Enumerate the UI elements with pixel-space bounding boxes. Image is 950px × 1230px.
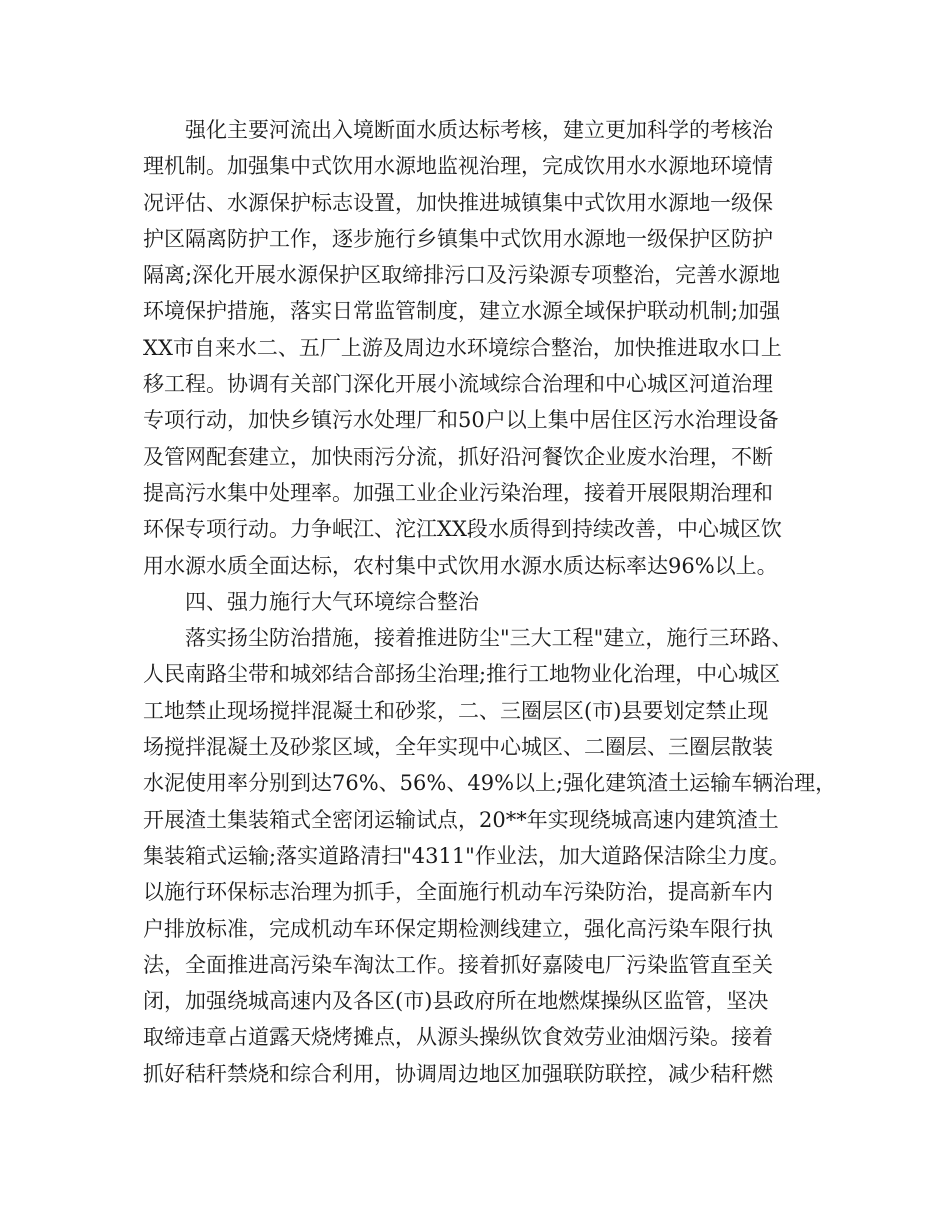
text-line: 四、强力施行大气环境综合整治 bbox=[185, 589, 479, 614]
text-line: 户排放标准，完成机动车环保定期检测线建立，强化高污染车限行执 bbox=[143, 916, 773, 941]
text-line: 水泥使用率分别到达76%、56%、49%以上;强化建筑渣土运输车辆治理， bbox=[143, 771, 837, 796]
text-line: 用水源水质全面达标，农村集中式饮用水源水质达标率达96%以上。 bbox=[143, 553, 778, 578]
text-line: 以施行环保标志治理为抓手，全面施行机动车污染防治，提高新车内 bbox=[143, 880, 773, 905]
text-line: 集装箱式运输;落实道路清扫"4311"作业法，加大道路保洁除尘力度。 bbox=[143, 843, 790, 868]
text-line: 开展渣土集装箱式全密闭运输试点，20**年实现绕城高速内建筑渣土 bbox=[143, 807, 779, 832]
text-line: 移工程。协调有关部门深化开展小流域综合治理和中心城区河道治理 bbox=[143, 372, 773, 397]
text-line: 强化主要河流出入境断面水质达标考核，建立更加科学的考核治 bbox=[185, 118, 773, 142]
text-line: 理机制。加强集中式饮用水源地监视治理，完成饮用水水源地环境情 bbox=[143, 154, 773, 179]
text-line: 抓好秸秆禁烧和综合利用，协调周边地区加强联防联控，减少秸秆燃 bbox=[143, 1061, 773, 1086]
text-line: 环保专项行动。力争岷江、沱江XX段水质得到持续改善，中心城区饮 bbox=[143, 517, 782, 542]
text-line: 闭，加强绕城高速内及各区(市)县政府所在地燃煤操纵区监管，坚决 bbox=[143, 989, 769, 1014]
text-line: 护区隔离防护工作，逐步施行乡镇集中式饮用水源地一级保护区防护 bbox=[143, 226, 773, 251]
body-text bbox=[143, 112, 837, 1092]
text-line: 及管网配套建立，加快雨污分流，抓好沿河餐饮企业废水治理，不断 bbox=[143, 444, 773, 469]
text-line: 落实扬尘防治措施，接着推进防尘"三大工程"建立，施行三环路、 bbox=[185, 626, 793, 651]
text-line: 场搅拌混凝土及砂浆区域，全年实现中心城区、二圈层、三圈层散装 bbox=[143, 735, 773, 760]
text-line: 法，全面推进高污染车淘汰工作。接着抓好嘉陵电厂污染监管直至关 bbox=[143, 952, 773, 977]
text-line: XX市自来水二、五厂上游及周边水环境综合整治，加快推进取水口上 bbox=[143, 335, 782, 360]
text-line: 况评估、水源保护标志设置，加快推进城镇集中式饮用水源地一级保 bbox=[143, 190, 773, 215]
text-line: 专项行动，加快乡镇污水处理厂和50户以上集中居住区污水治理设备 bbox=[143, 408, 779, 433]
text-line: 提高污水集中处理率。加强工业企业污染治理，接着开展限期治理和 bbox=[143, 480, 773, 505]
text-line: 环境保护措施，落实日常监管制度，建立水源全域保护联动机制;加强 bbox=[143, 299, 781, 324]
text-line: 工地禁止现场搅拌混凝土和砂浆，二、三圈层区(市)县要划定禁止现 bbox=[143, 698, 769, 723]
text-line: 隔离;深化开展水源保护区取缔排污口及污染源专项整治，完善水源地 bbox=[143, 263, 781, 288]
text-line: 人民南路尘带和城郊结合部扬尘治理;推行工地物业化治理，中心城区 bbox=[143, 662, 781, 687]
text-line: 取缔违章占道露天烧烤摊点，从源头操纵饮食效劳业油烟污染。接着 bbox=[143, 1025, 773, 1050]
